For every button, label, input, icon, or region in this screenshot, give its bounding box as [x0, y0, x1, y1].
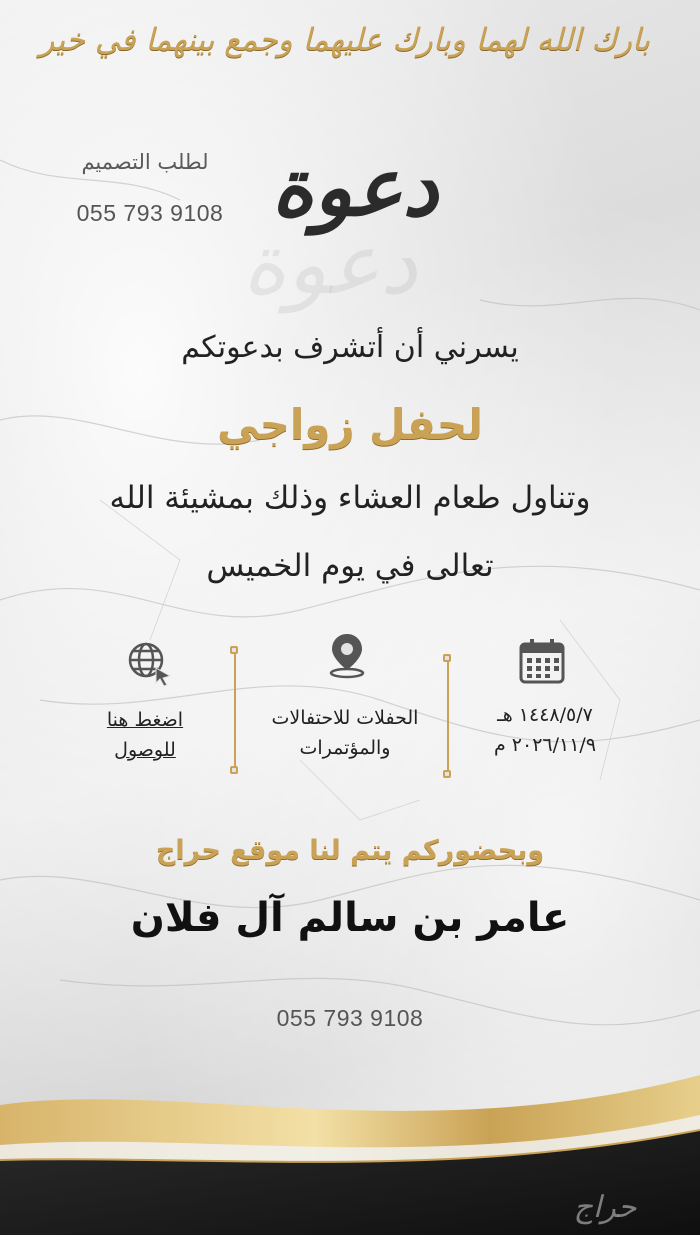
date-hijri: ١٤٤٨/٥/٧ هـ [497, 704, 593, 726]
globe-cursor-icon [124, 638, 174, 688]
gold-divider-left [234, 652, 236, 768]
directions-link[interactable] [80, 705, 210, 765]
gold-divider-right [447, 660, 449, 772]
invitation-line-3: وتناول طعام العشاء وذلك بمشيئة الله [109, 480, 591, 516]
link-line-1[interactable]: اضغط هنا [106, 709, 184, 731]
host-name: عامر بن سالم آل فلان [130, 895, 570, 941]
invitation-line-1: يسرني أن أتشرف بدعوتكم [181, 330, 519, 365]
invitation-line-4: تعالى في يوم الخميس [206, 548, 494, 584]
date-block [470, 700, 620, 760]
wedding-highlight: لحفل زواجي [217, 400, 483, 449]
location-pin-icon [322, 630, 372, 680]
location-block [250, 703, 440, 763]
title-shadow-calligraphy: دعوة [242, 215, 418, 313]
contact-phone-number[interactable]: 055 793 9108 [276, 1005, 424, 1031]
blessing-calligraphy: بارك الله لهما وبارك عليهما وجمع بينهما في خير [39, 22, 650, 58]
location-line-1: الحفلات للاحتفالات [271, 707, 419, 729]
calendar-icon [517, 636, 567, 686]
location-line-2: والمؤتمرات [299, 737, 391, 759]
attendance-line: وبحضوركم يتم لنا موقع حراج [155, 835, 545, 866]
order-design-label: لطلب التصميم [81, 150, 209, 174]
order-phone-number[interactable]: 055 793 9108 [76, 200, 224, 226]
invitation-title: دعوة [271, 140, 439, 234]
link-line-2[interactable]: للوصول [114, 739, 176, 761]
haraj-watermark: حراج [573, 1190, 637, 1225]
date-gregorian: ٢٠٢٦/١١/٩ م [493, 734, 597, 756]
